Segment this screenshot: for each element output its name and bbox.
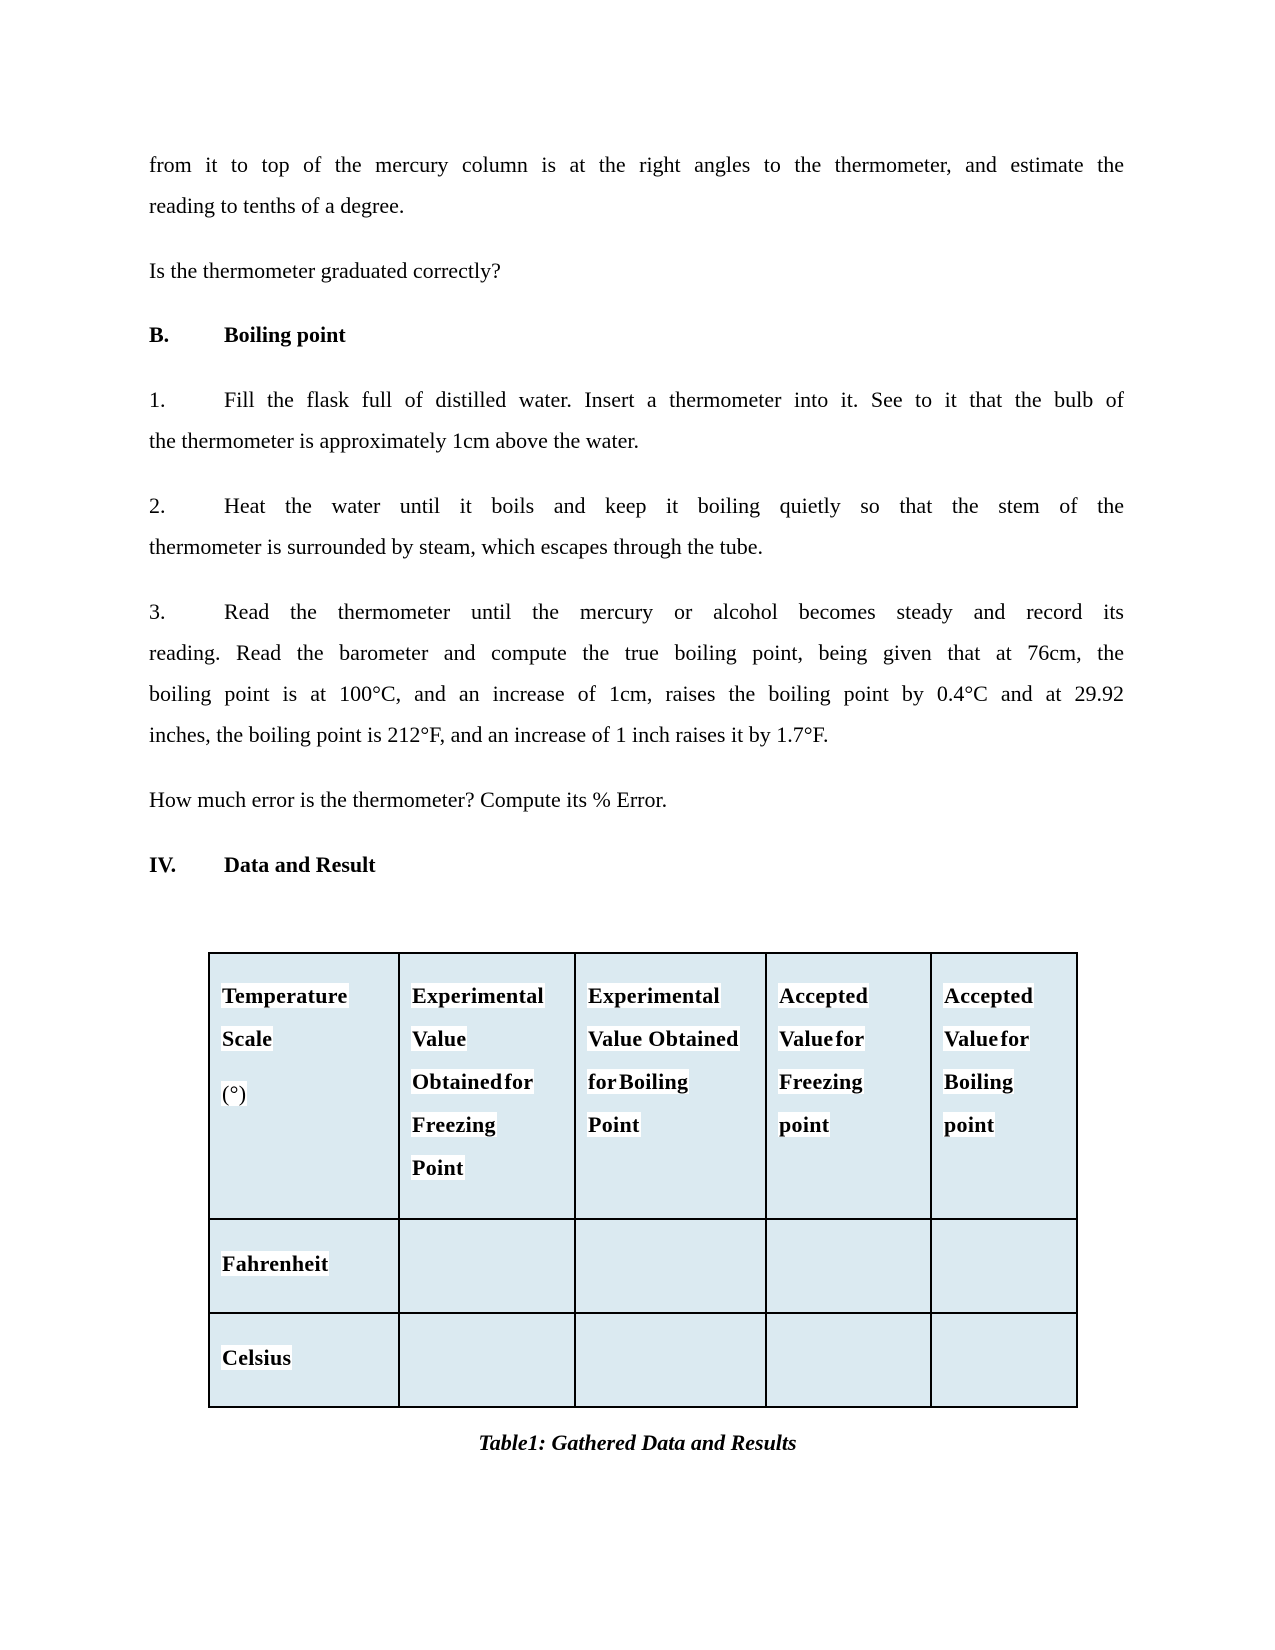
- data-results-table: [208, 952, 1078, 1408]
- intro-line-1: from it to top of the mercury column is at the right angles to the thermometer, and estimate the: [149, 152, 1124, 177]
- step-1-line-1: Fill the flask full of distilled water. Insert a thermometer into it. See to it that the bulb of: [224, 387, 1124, 412]
- table-cell: [931, 1219, 1077, 1313]
- header-experimental-boiling: Experimental Value Obtained forBoiling Point: [575, 953, 766, 1219]
- question-graduated: Is the thermometer graduated correctly?: [149, 258, 501, 283]
- table-cell: [766, 1313, 931, 1407]
- row-label-fahrenheit: Fahrenheit: [209, 1219, 399, 1313]
- section-b-title: Boiling point: [224, 322, 346, 347]
- header-temperature-scale: Temperature Scale (°): [209, 953, 399, 1219]
- step-3-line-2: reading. Read the barometer and compute the true boiling point, being given that at 76cm, the: [149, 640, 1124, 665]
- step-3-line-3: boiling point is at 100°C, and an increase of 1cm, raises the boiling point by 0.4°C and at 29.92: [149, 681, 1124, 706]
- step-3-line-1: Read the thermometer until the mercury or alcohol becomes steady and record its: [224, 599, 1124, 624]
- table-cell: [575, 1219, 766, 1313]
- table-cell: [399, 1219, 575, 1313]
- intro-line-2: reading to tenths of a degree.: [149, 193, 405, 218]
- header-experimental-freezing: Experimental Value Obtainedfor Freezing Point: [399, 953, 575, 1219]
- step-3-number: 3.: [149, 599, 166, 624]
- section-iv-title: Data and Result: [224, 852, 376, 877]
- header-accepted-boiling: Accepted Valuefor Boiling point: [931, 953, 1077, 1219]
- header-accepted-freezing: Accepted Valuefor Freezing point: [766, 953, 931, 1219]
- table-row: [209, 1219, 1077, 1313]
- step-3-line-4: inches, the boiling point is 212°F, and an increase of 1 inch raises it by 1.7°F.: [149, 722, 829, 747]
- table-cell: [931, 1313, 1077, 1407]
- step-2-line-2: thermometer is surrounded by steam, which escapes through the tube.: [149, 534, 764, 559]
- table-row: [209, 1313, 1077, 1407]
- row-label-celsius: Celsius: [209, 1313, 399, 1407]
- table-cell: [766, 1219, 931, 1313]
- table-cell: [399, 1313, 575, 1407]
- step-2-line-1: Heat the water until it boils and keep it boiling quietly so that the stem of the: [224, 493, 1124, 518]
- table-cell: [575, 1313, 766, 1407]
- section-iv-label: IV.: [149, 852, 177, 877]
- table-header-row: [209, 953, 1077, 1219]
- step-1-number: 1.: [149, 387, 166, 412]
- table-caption: Table1: Gathered Data and Results: [478, 1430, 797, 1455]
- section-b-label: B.: [149, 322, 170, 347]
- question-error: How much error is the thermometer? Compute its % Error.: [149, 787, 668, 812]
- step-2-number: 2.: [149, 493, 166, 518]
- step-1-line-2: the thermometer is approximately 1cm above the water.: [149, 428, 639, 453]
